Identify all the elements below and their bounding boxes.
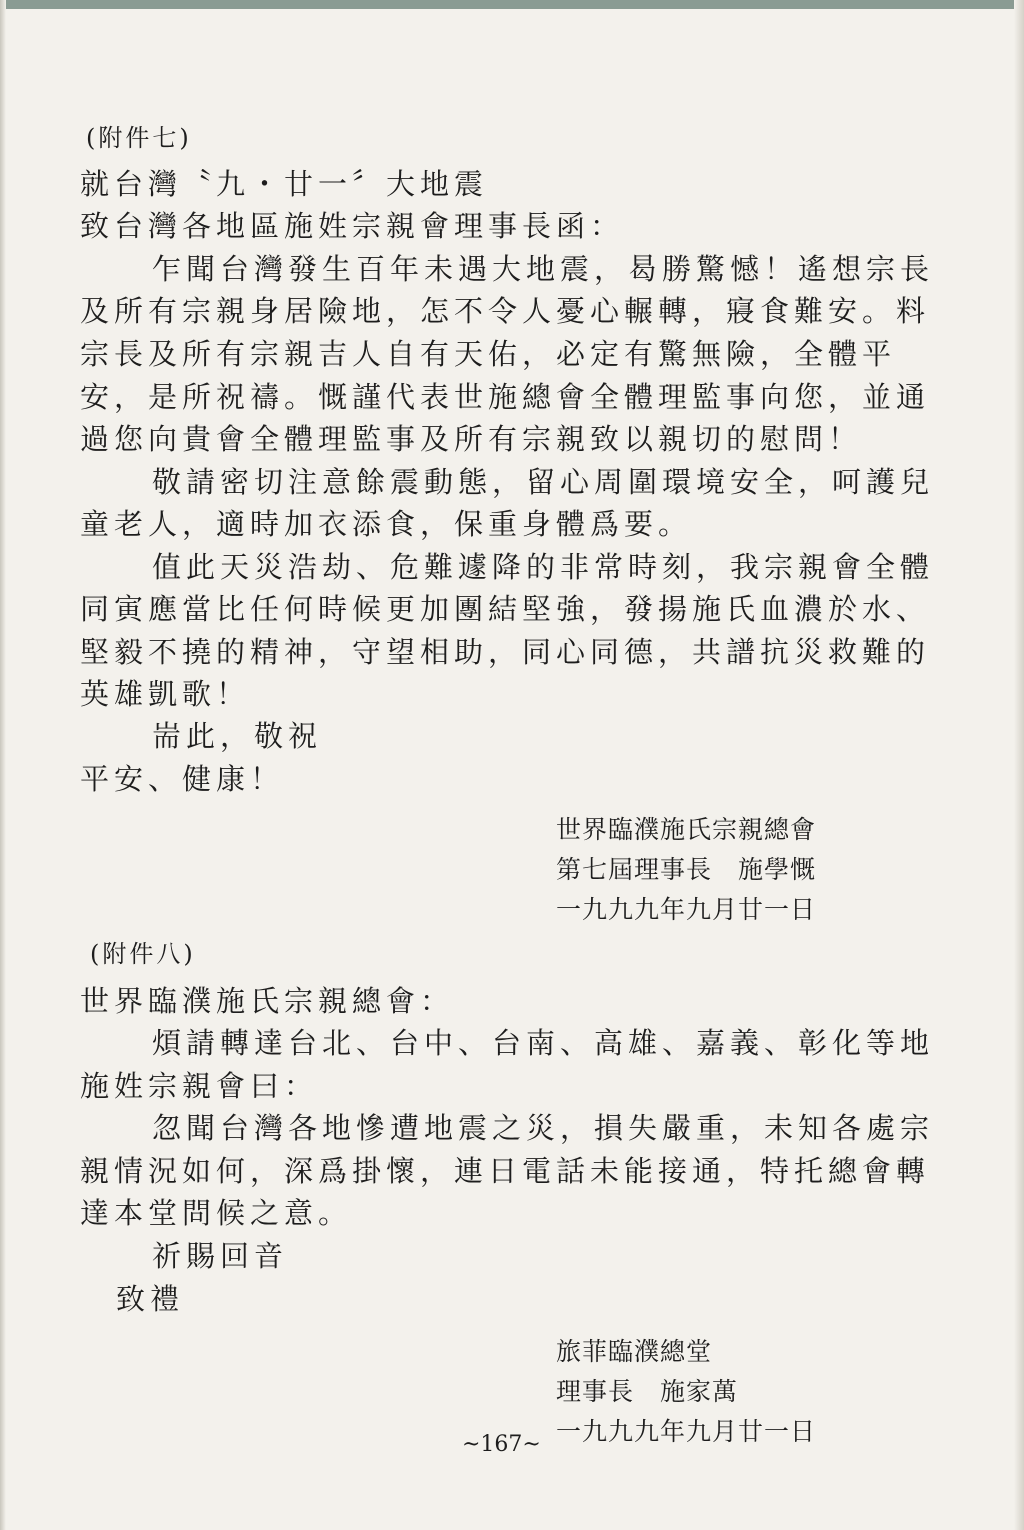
attachment-7-line: 童老人，適時加衣添食，保重身體爲要。 — [80, 507, 693, 541]
attachment-7-title-line-2: 致台灣各地區施姓宗親會理事長函： — [80, 209, 625, 243]
attachment-7-line: 英雄凱歌！ — [80, 677, 251, 711]
attachment-8-line: 施姓宗親會曰： — [80, 1069, 319, 1103]
attachment-7-line: 過您向貴會全體理監事及所有宗親致以親切的慰問！ — [80, 422, 863, 456]
attachment-8-heading: (附件八) — [90, 940, 196, 968]
attachment-8-closing: 祈賜回音 — [152, 1239, 289, 1273]
attachment-7-line: 及所有宗親身居險地，怎不令人憂心輾轉，寢食難安。料 — [80, 294, 931, 328]
page-edge-left — [0, 0, 6, 1530]
attachment-7-signature-org: 世界臨濮施氏宗親總會 — [556, 815, 817, 844]
attachment-7-signature-date: 一九九九年九月廿一日 — [556, 895, 817, 924]
attachment-7-line: 堅毅不撓的精神，守望相助，同心同德，共譜抗災救難的 — [80, 635, 931, 669]
attachment-7-closing: 平安、健康！ — [80, 762, 285, 796]
page-edge-top — [0, 0, 1024, 9]
attachment-7-line: 敬請密切注意餘震動態，留心周圍環境安全，呵護兒 — [152, 465, 935, 499]
attachment-7-line: 值此天災浩劫、危難遽降的非常時刻，我宗親會全體 — [152, 550, 935, 584]
attachment-8-signature-date: 一九九九年九月廿一日 — [556, 1417, 817, 1446]
attachment-7-title-line-1: 就台灣〝九・廿一〞大地震 — [80, 167, 489, 201]
attachment-7-line: 同寅應當比任何時候更加團結堅強，發揚施氏血濃於水、 — [80, 592, 931, 626]
page-number: ~167~ — [462, 1432, 541, 1457]
attachment-7-heading: (附件七) — [86, 124, 192, 152]
attachment-8-line: 忽聞台灣各地慘遭地震之災，損失嚴重，未知各處宗 — [152, 1111, 935, 1145]
attachment-7-signature-title: 第七屆理事長 施學慨 — [556, 855, 817, 884]
attachment-7-line: 安，是所祝禱。慨謹代表世施總會全體理監事向您，並通 — [80, 380, 931, 414]
attachment-7-line: 宗長及所有宗親吉人自有天佑，必定有驚無險，全體平 — [80, 337, 897, 371]
attachment-8-line: 親情況如何，深爲掛懷，連日電話未能接通，特托總會轉 — [80, 1154, 931, 1188]
page-edge-right — [1014, 0, 1024, 1530]
attachment-8-signature-org: 旅菲臨濮總堂 — [556, 1337, 713, 1366]
attachment-8-closing: 致禮 — [116, 1282, 185, 1316]
attachment-8-line: 達本堂問候之意。 — [80, 1196, 353, 1230]
attachment-7-line: 乍聞台灣發生百年未遇大地震，曷勝驚憾！遙想宗長 — [152, 252, 935, 286]
attachment-8-addressee: 世界臨濮施氏宗親總會： — [80, 984, 455, 1018]
attachment-7-closing: 耑此，敬祝 — [152, 719, 323, 753]
attachment-8-line: 煩請轉達台北、台中、台南、高雄、嘉義、彰化等地 — [152, 1026, 935, 1060]
attachment-8-signature-title: 理事長 施家萬 — [556, 1377, 739, 1406]
